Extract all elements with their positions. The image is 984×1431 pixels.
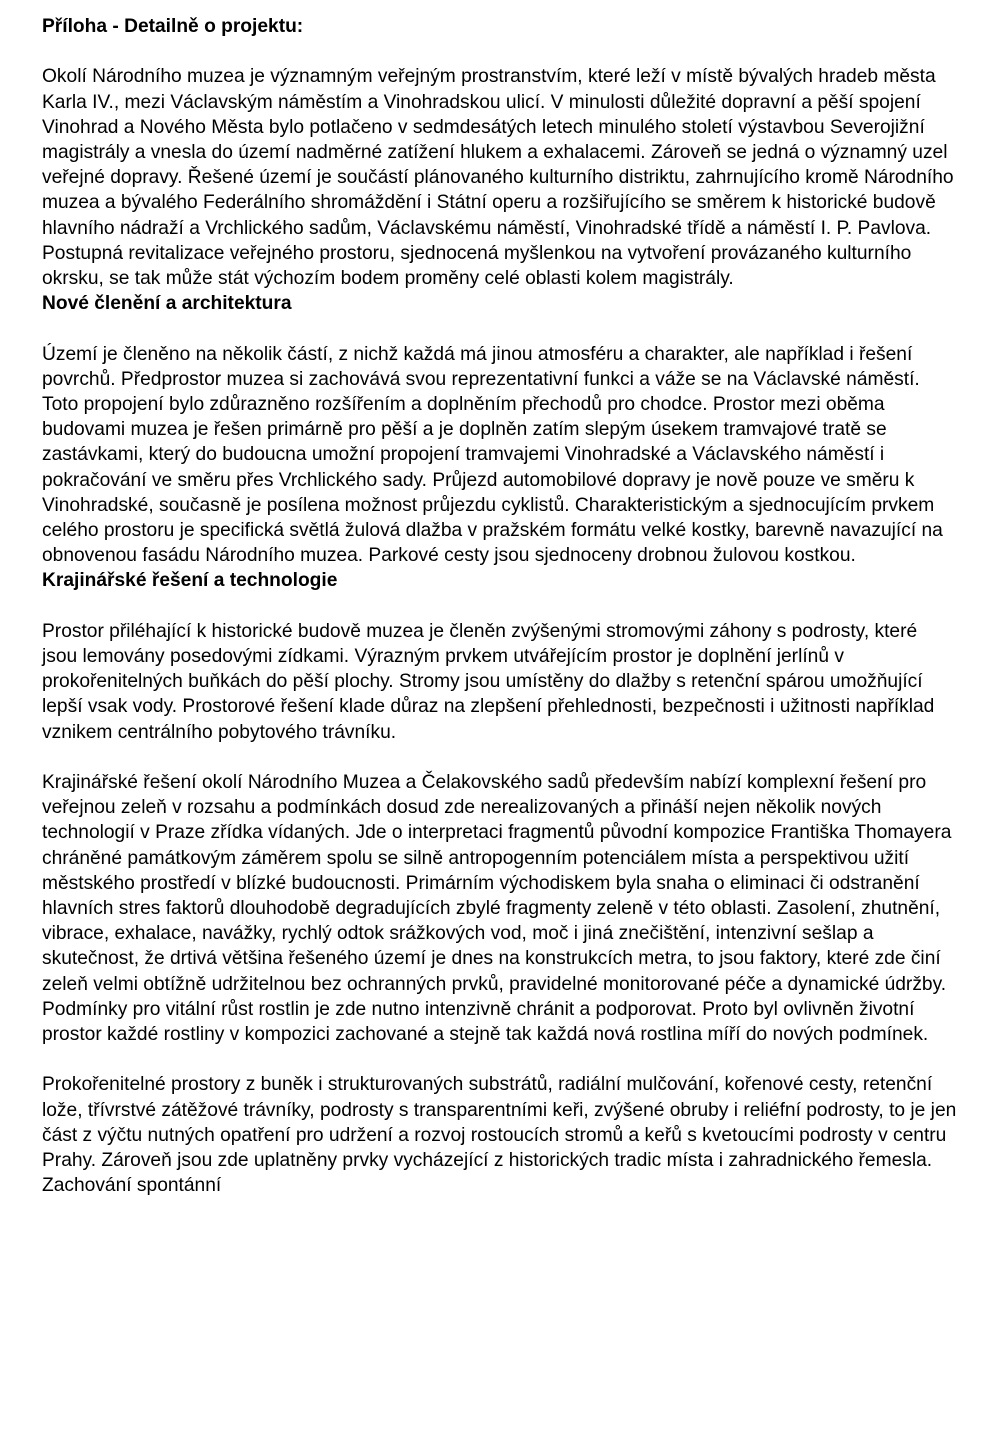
section-architecture: [42, 291, 957, 568]
paragraph: Území je členěno na několik částí, z nichž každá má jinou atmosféru a charakter, ale například i řešení povrchů. Předprostor muzea si zachovává svou reprezentativní funkci a váže se na Václavské náměstí. Toto propojení bylo zdůrazněno rozšířením a doplněním přechodů pro chodce. Prostor mezi oběma budovami muzea je řešen primárně pro pěší a je doplněn zatím slepým úsekem tramvajové tratě se zastávkami, který do budoucna umožní propojení tramvajemi Vinohradské a Václavského náměstí i pokračování ve směru přes Vrchlického sady. Průjezd automobilové dopravy je nově pouze ve směru k Vinohradské, současně je posílena možnost průjezdu cyklistů. Charakteristickým a sjednocujícím prvkem celého prostoru je specifická světlá žulová dlažba v pražském formátu velké kostky, barevně navazující na obnovenou fasádu Národního muzea. Parkové cesty jsou sjednoceny drobnou žulovou kostkou.: [42, 343, 943, 567]
section-heading: Nové členění a architektura: [42, 293, 292, 315]
section-heading: Krajinářské řešení a technologie: [42, 570, 338, 592]
document-page: [42, 14, 957, 1198]
section-heading: Příloha - Detailně o projektu:: [42, 16, 304, 37]
paragraph: Prostor přiléhající k historické budově muzea je členěn zvýšenými stromovými záhony s podrosty, které jsou lemovány posedovými zídkami. Výrazným prvkem utvářejícím prostor je doplnění jerlínů v prokořenitelných buňkách do pěší plochy. Stromy jsou umístěny do dlažby s retenční spárou umožňující lepší vsak vody. Prostorové řešení klade důraz na zlepšení přehlednosti, bezpečnosti i užitnosti například vznikem centrálního pobytového trávníku.: [42, 620, 935, 743]
section-project-detail: [42, 14, 957, 291]
paragraph: Prokořenitelné prostory z buněk i strukturovaných substrátů, radiální mulčování, kořenové cesty, retenční lože, třívrstvé zátěžové trávníky, podrosty s transparentními keři, zvýšené obruby i reliéfní podrosty, to je jen část z výčtu nutných opatření pro udržení a rozvoj rostoucích stromů a keřů s kvetoucími podrosty v centru Prahy. Zároveň jsou zde uplatněny prvky vycházející z historických tradic místa i zahradnického řemesla. Zachování spontánní: [42, 1074, 957, 1197]
section-landscape: [42, 568, 957, 1198]
paragraph: Krajinářské řešení okolí Národního Muzea a Čelakovského sadů především nabízí komplexní řešení pro veřejnou zeleň v rozsahu a podmínkách dosud zde nerealizovaných a přináší nejen několik nových technologií v Praze zřídka vídaných. Jde o interpretaci fragmentů původní kompozice Františka Thomayera chráněné památkovým záměrem spolu se silně antropogenním potenciálem místa a perspektivou užití městského prostředí v blízké budoucnosti. Primárním východiskem byla snaha o eliminaci či odstranění hlavních stres faktorů dlouhodobě degradujících zbylé fragmenty zeleně v této oblasti. Zasolení, zhutnění, vibrace, exhalace, navážky, rychlý odtok srážkových vod, moč i jiná znečištění, intenzivní sešlap a skutečnost, že drtivá většina řešeného území je dnes na konstrukcích metra, to jsou faktory, které zde činí zeleň velmi obtížně udržitelnou bez ochranných prvků, pravidelné monitorované péče a dynamické údržby. Podmínky pro vitální růst rostlin je zde nutno intenzivně chránit a podporovat. Proto byl ovlivněn životní prostor každé rostliny v kompozici zachované a stejně tak každá nová rostlina míří do nových podmínek.: [42, 772, 952, 1046]
paragraph: Okolí Národního muzea je významným veřejným prostranstvím, které leží v místě bývalých hradeb města Karla IV., mezi Václavským náměstím a Vinohradskou ulicí. V minulosti důležité dopravní a pěší spojení Vinohrad a Nového Města bylo potlačeno v sedmdesátých letech minulého století výstavbou Severojižní magistrály a vnesla do území nadměrné zatížení hlukem a exhalacemi. Zároveň se jedná o významný uzel veřejné dopravy. Řešené území je součástí plánovaného kulturního distriktu, zahrnujícího kromě Národního muzea a bývalého Federálního shromáždění i Státní operu a rozšiřujícího se směrem k historické budově hlavního nádraží a Vrchlického sadům, Václavskému náměstí, Vinohradské třídě a náměstí I. P. Pavlova. Postupná revitalizace veřejného prostoru, sjednocená myšlenkou na vytvoření provázaného kulturního okrsku, se tak může stát výchozím bodem proměny celé oblasti kolem magistrály.: [42, 66, 954, 290]
